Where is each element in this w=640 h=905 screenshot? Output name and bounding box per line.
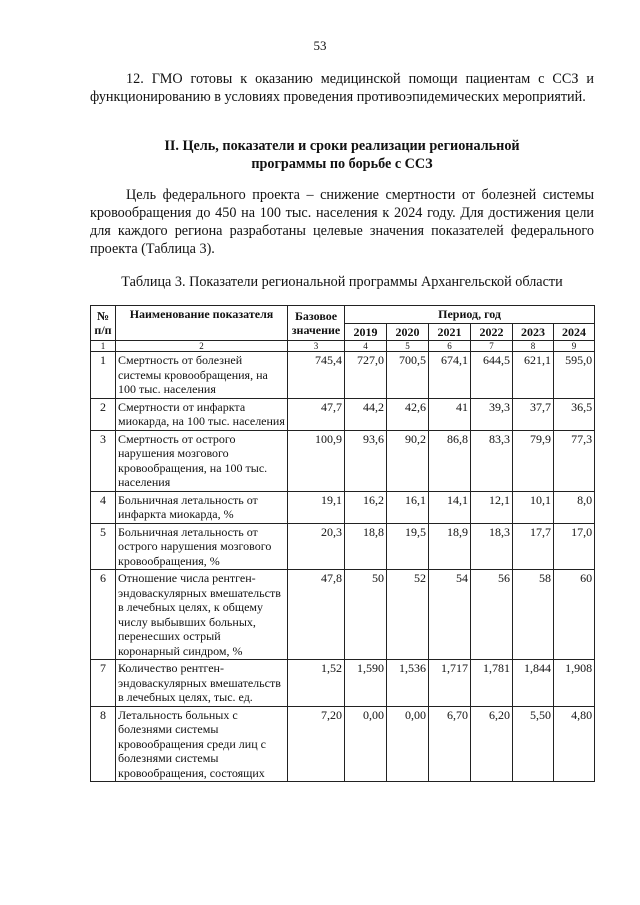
column-number: 5 (387, 341, 429, 352)
year-value: 5,50 (513, 706, 554, 782)
year-value: 595,0 (554, 352, 595, 399)
base-value: 47,7 (288, 398, 345, 430)
table-row (91, 706, 595, 782)
year-value: 14,1 (429, 491, 471, 523)
section-heading-line1: II. Цель, показатели и сроки реализации региональной (164, 138, 520, 154)
indicator-name: Смертность от острого нарушения мозгового кровообращения, на 100 тыс. населения (116, 430, 288, 491)
row-number: 6 (91, 570, 116, 660)
year-value: 93,6 (345, 430, 387, 491)
year-value: 44,2 (345, 398, 387, 430)
year-value: 50 (345, 570, 387, 660)
year-value: 18,3 (471, 523, 513, 570)
year-value: 77,3 (554, 430, 595, 491)
year-value: 39,3 (471, 398, 513, 430)
year-value: 16,1 (387, 491, 429, 523)
year-value: 16,2 (345, 491, 387, 523)
header-year-2023: 2023 (513, 323, 554, 341)
indicator-name: Летальность больных с болезнями системы кровообращения среди лиц с болезнями системы кровообращения, состоящих (116, 706, 288, 782)
year-value: 54 (429, 570, 471, 660)
page-number: 53 (313, 38, 327, 53)
column-number: 7 (471, 341, 513, 352)
row-number: 8 (91, 706, 116, 782)
table-caption: Таблица 3. Показатели региональной программы Архангельской области (121, 274, 563, 290)
year-value: 79,9 (513, 430, 554, 491)
year-value: 10,1 (513, 491, 554, 523)
indicator-name: Больничная летальность от инфаркта миокарда, % (116, 491, 288, 523)
year-value: 56 (471, 570, 513, 660)
indicator-name: Смертности от инфаркта миокарда, на 100 тыс. населения (116, 398, 288, 430)
indicator-name: Количество рентген-эндоваскулярных вмешательств в лечебных целях, тыс. ед. (116, 660, 288, 707)
year-value: 52 (387, 570, 429, 660)
year-value: 621,1 (513, 352, 554, 399)
table-row (91, 523, 595, 570)
table-row (91, 491, 595, 523)
year-value: 727,0 (345, 352, 387, 399)
year-value: 36,5 (554, 398, 595, 430)
year-value: 42,6 (387, 398, 429, 430)
section-heading-line2: программы по борьбе с ССЗ (251, 156, 433, 172)
column-number: 1 (91, 341, 116, 352)
table-row (91, 570, 595, 660)
column-number: 3 (288, 341, 345, 352)
year-value: 18,8 (345, 523, 387, 570)
paragraph-federal-goal: Цель федерального проекта – снижение смертности от болезней системы кровообращения до 450 на 100 тыс. населения к 2024 году. Для достижения цели для каждого региона разработаны целевые значения показателей федерального проекта (Таблица 3). (90, 187, 594, 257)
header-indicator-name: Наименование показателя (116, 306, 288, 341)
header-year-2024: 2024 (554, 323, 595, 341)
indicator-name: Смертность от болезней системы кровообращения, на 100 тыс. населения (116, 352, 288, 399)
paragraph-gmo-readiness: 12. ГМО готовы к оказанию медицинской помощи пациентам с ССЗ и функционированию в условиях проведения противоэпидемических мероприятий. (90, 71, 594, 105)
header-year-2019: 2019 (345, 323, 387, 341)
year-value: 6,70 (429, 706, 471, 782)
column-number: 6 (429, 341, 471, 352)
year-value: 1,844 (513, 660, 554, 707)
table-row (91, 660, 595, 707)
column-number: 8 (513, 341, 554, 352)
row-number: 7 (91, 660, 116, 707)
indicator-name: Больничная летальность от острого нарушения мозгового кровообращения, % (116, 523, 288, 570)
table-row (91, 352, 595, 399)
row-number: 5 (91, 523, 116, 570)
year-value: 1,536 (387, 660, 429, 707)
year-value: 90,2 (387, 430, 429, 491)
indicator-name: Отношение числа рентген-эндоваскулярных вмешательств в лечебных целях, к общему числу выбывших больных, перенесших острый коронарный синдром, % (116, 570, 288, 660)
year-value: 17,0 (554, 523, 595, 570)
header-base-value: Базовое значение (288, 306, 345, 341)
column-number: 4 (345, 341, 387, 352)
year-value: 19,5 (387, 523, 429, 570)
column-number: 9 (554, 341, 595, 352)
year-value: 17,7 (513, 523, 554, 570)
row-number: 4 (91, 491, 116, 523)
year-value: 644,5 (471, 352, 513, 399)
header-year-2022: 2022 (471, 323, 513, 341)
year-value: 86,8 (429, 430, 471, 491)
year-value: 83,3 (471, 430, 513, 491)
year-value: 700,5 (387, 352, 429, 399)
year-value: 18,9 (429, 523, 471, 570)
base-value: 745,4 (288, 352, 345, 399)
year-value: 1,717 (429, 660, 471, 707)
table-row (91, 430, 595, 491)
row-number: 2 (91, 398, 116, 430)
year-value: 41 (429, 398, 471, 430)
row-number: 3 (91, 430, 116, 491)
indicators-table (90, 305, 595, 782)
header-year-2020: 2020 (387, 323, 429, 341)
year-value: 1,908 (554, 660, 595, 707)
column-numbers-row (91, 341, 595, 352)
base-value: 20,3 (288, 523, 345, 570)
header-period: Период, год (345, 306, 595, 324)
year-value: 0,00 (387, 706, 429, 782)
year-value: 4,80 (554, 706, 595, 782)
year-value: 0,00 (345, 706, 387, 782)
year-value: 58 (513, 570, 554, 660)
year-value: 6,20 (471, 706, 513, 782)
column-number: 2 (116, 341, 288, 352)
base-value: 100,9 (288, 430, 345, 491)
year-value: 1,781 (471, 660, 513, 707)
year-value: 8,0 (554, 491, 595, 523)
table-row (91, 398, 595, 430)
base-value: 1,52 (288, 660, 345, 707)
section-heading (90, 137, 594, 173)
year-value: 1,590 (345, 660, 387, 707)
base-value: 19,1 (288, 491, 345, 523)
year-value: 60 (554, 570, 595, 660)
year-value: 12,1 (471, 491, 513, 523)
year-value: 674,1 (429, 352, 471, 399)
row-number: 1 (91, 352, 116, 399)
header-number: № п/п (91, 306, 116, 341)
header-year-2021: 2021 (429, 323, 471, 341)
base-value: 47,8 (288, 570, 345, 660)
year-value: 37,7 (513, 398, 554, 430)
base-value: 7,20 (288, 706, 345, 782)
